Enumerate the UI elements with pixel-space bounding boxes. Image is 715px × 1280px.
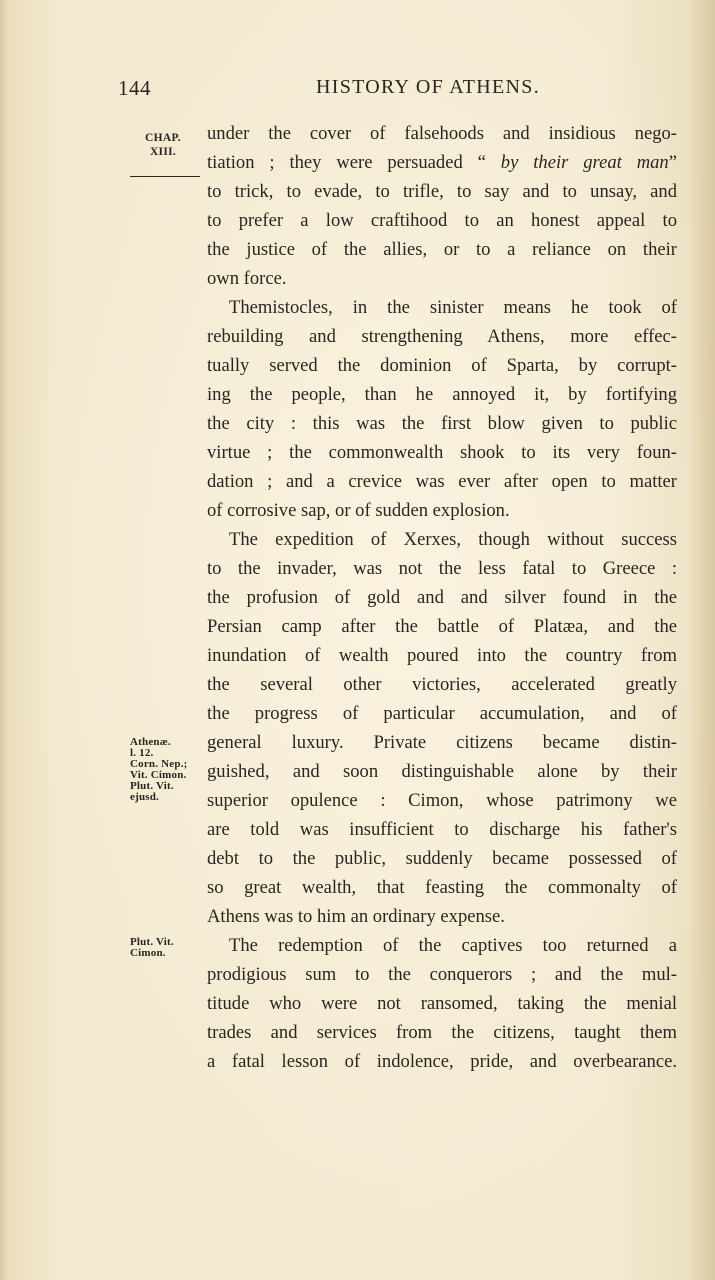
- margin-note-line: l. 12.: [130, 747, 154, 759]
- text-line-roman: are told was insufficient to discharge his father's: [207, 819, 677, 840]
- text-line: [207, 757, 677, 786]
- text-line: [207, 728, 677, 757]
- text-line-roman: guished, and soon distinguishable alone by their: [207, 761, 677, 782]
- text-line-roman: titude who were not ransomed, taking the menial: [207, 993, 677, 1014]
- text-line-roman: rebuilding and strengthening Athens, more effec-: [207, 326, 677, 347]
- text-line: [207, 902, 677, 931]
- text-line-roman: general luxury. Private citizens became distin-: [207, 732, 677, 753]
- text-line: [207, 148, 677, 177]
- text-line: [207, 554, 677, 583]
- chapter-number: XIII.: [149, 146, 177, 158]
- margin-note-line: Vit. Cimon.: [130, 769, 187, 781]
- text-line-roman: Themistocles, in the sinister means he took of: [229, 297, 677, 318]
- text-line: [207, 264, 677, 293]
- text-line-roman: debt to the public, suddenly became possessed of: [207, 848, 677, 869]
- text-line: [207, 873, 677, 902]
- text-line-roman: Athens was to him an ordinary expense.: [207, 906, 505, 927]
- text-line-roman: virtue ; the commonwealth shook to its very foun-: [207, 442, 677, 463]
- margin-note-athenae: [130, 737, 188, 803]
- text-line: [207, 496, 677, 525]
- text-line-roman: prodigious sum to the conquerors ; and the mul-: [207, 964, 677, 985]
- text-line-roman: inundation of wealth poured into the country from: [207, 645, 677, 666]
- page-number: 144: [118, 76, 151, 100]
- text-line-closing-quote: ”: [668, 152, 677, 173]
- text-line-roman: tiation ; they were persuaded “: [207, 152, 501, 173]
- text-line: [207, 438, 677, 467]
- chapter-label: CHAP.: [145, 132, 181, 144]
- text-line: [207, 815, 677, 844]
- text-line: [207, 786, 677, 815]
- chapter-rule: [130, 176, 200, 177]
- text-line: [207, 641, 677, 670]
- text-line: [207, 293, 677, 322]
- text-line-roman: the justice of the allies, or to a reliance on their: [207, 239, 677, 260]
- text-line: [207, 409, 677, 438]
- text-line: [207, 380, 677, 409]
- margin-note-line: Plut. Vit.: [130, 936, 174, 948]
- text-line: [207, 1018, 677, 1047]
- page-edge-shadow-left: [0, 0, 8, 1280]
- running-head: HISTORY OF ATHENS.: [316, 76, 540, 98]
- text-line-roman: dation ; and a crevice was ever after open to matter: [207, 471, 677, 492]
- text-line-roman: a fatal lesson of indolence, pride, and overbearance.: [207, 1051, 677, 1072]
- margin-note-plutarch-cimon: [130, 937, 174, 959]
- text-line: [207, 206, 677, 235]
- text-line: [207, 235, 677, 264]
- page-edge-shadow-right: [689, 0, 715, 1280]
- text-line-roman: under the cover of falsehoods and insidious nego-: [207, 123, 677, 144]
- text-line: [207, 351, 677, 380]
- chapter-marker: [142, 131, 184, 159]
- text-line: [207, 931, 677, 960]
- text-line-roman: the profusion of gold and and silver found in the: [207, 587, 677, 608]
- text-line: [207, 612, 677, 641]
- text-line-roman: own force.: [207, 268, 287, 289]
- text-line-roman: The expedition of Xerxes, though without success: [229, 529, 677, 550]
- text-line-roman: the progress of particular accumulation, and of: [207, 703, 677, 724]
- text-line-italic: by their great man: [500, 152, 669, 173]
- text-line: [207, 583, 677, 612]
- text-line-roman: the several other victories, accelerated greatly: [207, 674, 677, 695]
- text-line-roman: superior opulence : Cimon, whose patrimony we: [207, 790, 677, 811]
- margin-note-line: Plut. Vit.: [130, 780, 174, 792]
- text-line-roman: to prefer a low craftihood to an honest appeal to: [207, 210, 677, 231]
- text-line-roman: of corrosive sap, or of sudden explosion.: [207, 500, 510, 521]
- margin-note-line: Cimon.: [130, 947, 166, 959]
- text-line-roman: so great wealth, that feasting the commonalty of: [207, 877, 677, 898]
- text-line: [207, 699, 677, 728]
- text-line: [207, 670, 677, 699]
- text-line-roman: to the invader, was not the less fatal to Greece :: [207, 558, 677, 579]
- text-line: [207, 322, 677, 351]
- text-line-roman: Persian camp after the battle of Platæa, and the: [207, 616, 677, 637]
- text-line-roman: trades and services from the citizens, taught them: [207, 1022, 677, 1043]
- text-line: [207, 844, 677, 873]
- text-line: [207, 177, 677, 206]
- text-line: [207, 119, 677, 148]
- text-line-roman: ing the people, than he annoyed it, by fortifying: [207, 384, 677, 405]
- text-line-roman: tually served the dominion of Sparta, by corrupt-: [207, 355, 677, 376]
- text-line-roman: the city : this was the first blow given to public: [207, 413, 677, 434]
- text-line: [207, 1047, 677, 1076]
- body-text: [207, 119, 677, 1076]
- text-line-roman: to trick, to evade, to trifle, to say and to unsay, and: [207, 181, 677, 202]
- text-line: [207, 467, 677, 496]
- margin-note-line: Corn. Nep.;: [130, 758, 188, 770]
- text-line: [207, 960, 677, 989]
- text-line-roman: The redemption of the captives too returned a: [229, 935, 677, 956]
- margin-note-line: ejusd.: [130, 791, 160, 803]
- text-line: [207, 989, 677, 1018]
- margin-note-line: Athenæ.: [130, 736, 171, 748]
- text-line: [207, 525, 677, 554]
